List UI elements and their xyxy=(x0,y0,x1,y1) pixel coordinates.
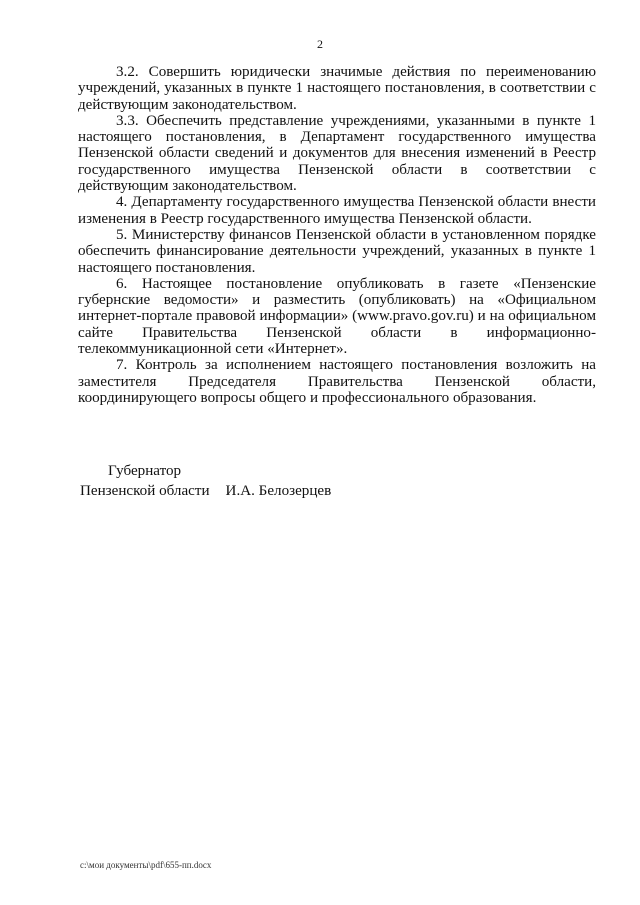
paragraph-6: 6. Настоящее постановление опубликовать в газете «Пензенские губернские ведомости» и разместить (опубликовать) на «Официальном интернет-портале правовой информации» (www.pravo.gov.ru) и на официальном сайте Правительства Пензенской области в информационно-телекоммуникационной сети «Интернет». xyxy=(78,275,596,358)
paragraph-3-2: 3.2. Совершить юридически значимые действия по переименованию учреждений, указанных в пункте 1 настоящего постановления, в соответствии с действующим законодательством. xyxy=(78,64,596,113)
signature-block xyxy=(80,461,331,501)
page-number: 2 xyxy=(317,37,323,51)
paragraph-4: 4. Департаменту государственного имущества Пензенской области внести изменения в Реестр государственного имущества Пензенской области. xyxy=(78,194,596,227)
signature-region: Пензенской области xyxy=(80,483,210,499)
footer-file-path: c:\мои документы\pdf\655-пп.docx xyxy=(80,860,212,870)
paragraph-5: 5. Министерству финансов Пензенской области в установленном порядке обеспечить финансирование деятельности учреждений, указанных в пункте 1 настоящего постановления. xyxy=(78,226,596,276)
document-body xyxy=(78,64,596,406)
signature-name: И.А. Белозерцев xyxy=(225,483,332,499)
paragraph-7: 7. Контроль за исполнением настоящего постановления возложить на заместителя Председателя Правительства Пензенской области, координирующего вопросы общего и профессионального образования. xyxy=(78,357,596,406)
signature-title: Губернатор xyxy=(108,463,182,479)
paragraph-3-3: 3.3. Обеспечить представление учреждениями, указанными в пункте 1 настоящего постановления, в Департамент государственного имущества Пензенской области сведений и документов для внесения изменений в Реестр государственного имущества Пензенской области в соответствии с действующим законодательством. xyxy=(78,112,596,195)
signature-line xyxy=(80,481,331,501)
